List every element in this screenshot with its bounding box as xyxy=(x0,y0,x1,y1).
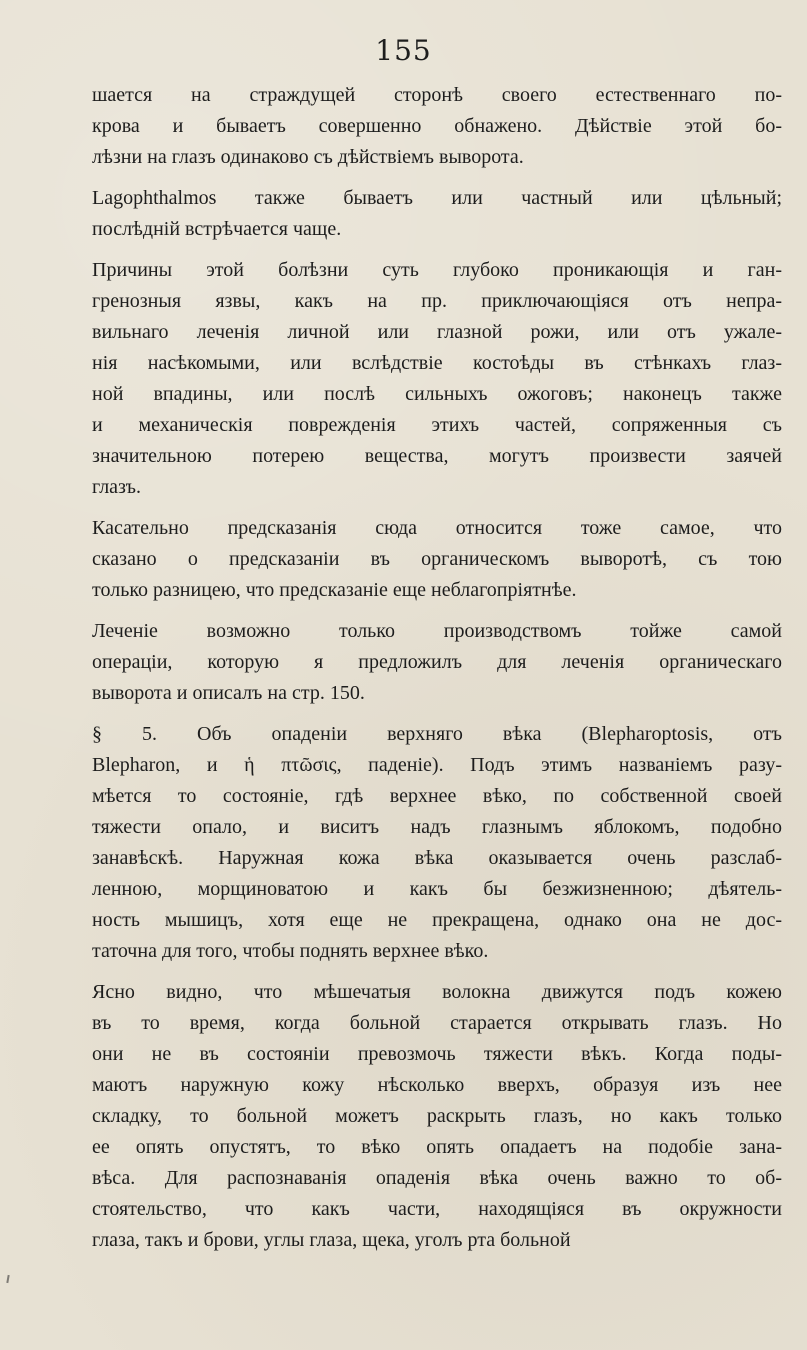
page-text xyxy=(92,80,782,1256)
text-line-8: вильнаго леченія личной или глазной рожи, или отъ ужале- xyxy=(92,321,782,343)
paper-speck xyxy=(6,1275,9,1283)
text-line-35: стоятельство, что какъ части, находящіяся въ окружности xyxy=(92,1198,782,1220)
text-line-10: ной впадины, или послѣ сильныхъ ожоговъ; наконецъ также xyxy=(92,383,782,405)
text-line-7: гренозныя язвы, какъ на пр. приключающіяся отъ непра- xyxy=(92,290,782,312)
text-line-32: складку, то больной можетъ раскрыть глазъ, но какъ только xyxy=(92,1105,782,1127)
text-line-23: тяжести опало, и виситъ надъ глазнымъ яблокомъ, подобно xyxy=(92,816,782,838)
text-line-13: глазъ. xyxy=(92,476,141,498)
text-line-15: сказано о предсказаніи въ органическомъ выворотѣ, съ тою xyxy=(92,548,782,570)
text-line-18: операціи, которую я предложилъ для леченія органическаго xyxy=(92,651,782,673)
text-line-12: значительною потерею вещества, могутъ произвести заячей xyxy=(92,445,782,467)
text-line-34: вѣса. Для распознаванія опаденія вѣка очень важно то об- xyxy=(92,1167,782,1189)
text-line-33: ее опять опустятъ, то вѣко опять опадаетъ на подобіе зана- xyxy=(92,1136,782,1158)
text-line-11: и механическія поврежденія этихъ частей, сопряженныя съ xyxy=(92,414,782,436)
text-line-6: Причины этой болѣзни суть глубоко проникающія и ган- xyxy=(92,259,782,281)
text-line-20: § 5. Объ опаденіи верхняго вѣка (Blepharoptosis, отъ xyxy=(92,723,782,745)
text-line-5: послѣдній встрѣчается чаще. xyxy=(92,218,342,240)
text-line-24: занавѣскѣ. Наружная кожа вѣка оказывается очень разслаб- xyxy=(92,847,782,869)
text-line-31: маютъ наружную кожу нѣсколько вверхъ, образуя изъ нее xyxy=(92,1074,782,1096)
text-line-17: Леченіе возможно только производствомъ тойже самой xyxy=(92,620,782,642)
text-line-16: только разницею, что предсказаніе еще неблагопріятнѣе. xyxy=(92,579,577,601)
text-line-25: ленною, морщиноватою и какъ бы безжизненною; дѣятель- xyxy=(92,878,782,900)
text-line-3: лѣзни на глазъ одинаково съ дѣйствіемъ выворота. xyxy=(92,146,524,168)
text-line-30: они не въ состояніи превозмочь тяжести вѣкъ. Когда поды- xyxy=(92,1043,782,1065)
text-line-26: ность мышицъ, хотя еще не прекращена, однако она не дос- xyxy=(92,909,782,931)
text-line-22: мѣется то состояніе, гдѣ верхнее вѣко, по собственной своей xyxy=(92,785,782,807)
text-line-19: выворота и описалъ на стр. 150. xyxy=(92,682,365,704)
page-number: 155 xyxy=(375,34,432,67)
text-line-14: Касательно предсказанія сюда относится тоже самое, что xyxy=(92,517,782,539)
text-line-28: Ясно видно, что мѣшечатыя волокна движутся подъ кожею xyxy=(92,981,782,1003)
text-line-36: глаза, такъ и брови, углы глаза, щека, уголъ рта больной xyxy=(92,1229,571,1251)
text-line-2: крова и бываетъ совершенно обнажено. Дѣйствіе этой бо- xyxy=(92,115,782,137)
text-line-9: нія насѣкомыми, или вслѣдствіе костоѣды въ стѣнкахъ глаз- xyxy=(92,352,782,374)
text-line-27: таточна для того, чтобы поднять верхнее вѣко. xyxy=(92,940,489,962)
text-line-21: Blepharon, и ἡ πτῶσις, паденіе). Подъ этимъ названіемъ разу- xyxy=(92,754,782,776)
text-line-1: шается на страждущей сторонѣ своего естественнаго по- xyxy=(92,84,782,106)
text-line-29: въ то время, когда больной старается открывать глазъ. Но xyxy=(92,1012,782,1034)
text-line-4: Lagophthalmos также бываетъ или частный или цѣльный; xyxy=(92,187,782,209)
